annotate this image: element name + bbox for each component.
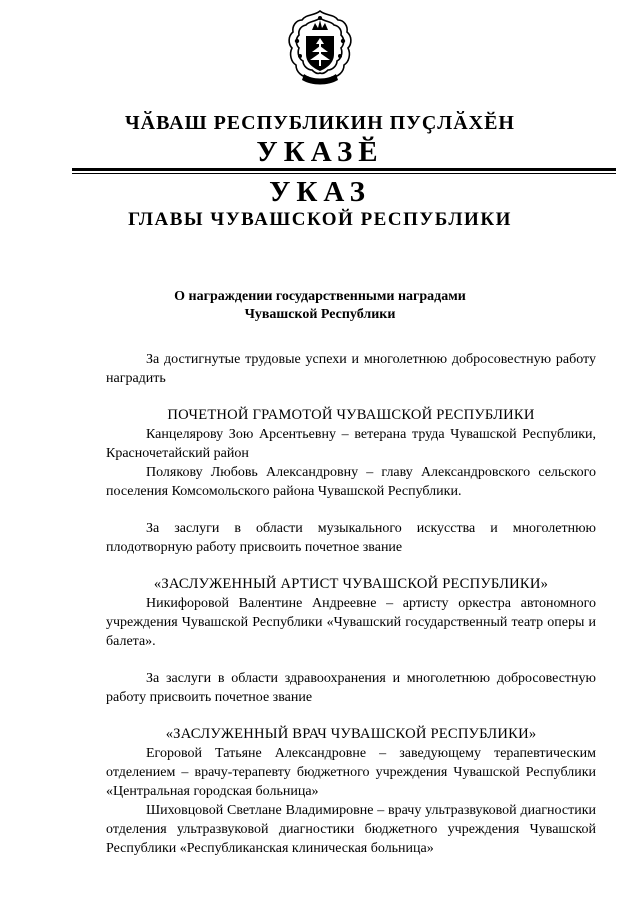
header-russian-line1: УКАЗ — [269, 176, 371, 208]
award3-recipient-1: Егоровой Татьяне Александровне – заведующему терапевтическим отделением – врачу-терапевту бюджетного учреждения Чувашской Республики «Центральная городская больница» — [106, 746, 596, 799]
intro-paragraph-1: За достигнутые трудовые успехи и многолетнюю добросовестную работу наградить — [106, 352, 596, 386]
award2-recipient-1: Никифоровой Валентине Андреевне – артисту оркестра автономного учреждения Чувашской Республики «Чувашский государственный театр оперы и балета». — [106, 596, 596, 649]
document-body — [106, 350, 596, 858]
intro-paragraph-2: За заслуги в области музыкального искусства и многолетнюю плодотворную работу присвоить почетное звание — [106, 521, 596, 555]
header-rule-thick — [72, 168, 616, 171]
award1-recipient-1: Канцелярову Зою Арсентьевну – ветерана труда Чувашской Республики, Красночетайский район — [106, 427, 596, 461]
header-chuvash-line1: ЧӐВАШ РЕСПУБЛИКИН ПУҪЛӐХӖН — [124, 112, 515, 134]
award-heading-1: ПОЧЕТНОЙ ГРАМОТОЙ ЧУВАШСКОЙ РЕСПУБЛИКИ — [167, 407, 535, 423]
award-heading-3: «ЗАСЛУЖЕННЫЙ ВРАЧ ЧУВАШСКОЙ РЕСПУБЛИКИ» — [165, 726, 537, 742]
document-title-line1: О награждении государственными наградами — [174, 289, 466, 304]
header-chuvash-line2: УКАЗӖ — [256, 136, 384, 168]
award3-recipient-2: Шиховцовой Светлане Владимировне – врачу ультразвуковой диагностики отделения ультразвуковой диагностики бюджетного учреждения Чувашской Республики «Республиканская клиническая больница» — [106, 803, 596, 856]
coat-of-arms-emblem — [284, 8, 356, 92]
award-heading-2: «ЗАСЛУЖЕННЫЙ АРТИСТ ЧУВАШСКОЙ РЕСПУБЛИКИ» — [153, 576, 549, 592]
header-rule-thin — [72, 173, 616, 174]
award1-recipient-2: Полякову Любовь Александровну – главу Александровского сельского поселения Комсомольского района Чувашской Республики. — [106, 465, 596, 499]
document-title-line2: Чувашской Республики — [244, 307, 396, 322]
header-russian-line2: ГЛАВЫ ЧУВАШСКОЙ РЕСПУБЛИКИ — [128, 209, 512, 230]
intro-paragraph-3: За заслуги в области здравоохранения и многолетнюю добросовестную работу присвоить почетное звание — [106, 671, 596, 705]
